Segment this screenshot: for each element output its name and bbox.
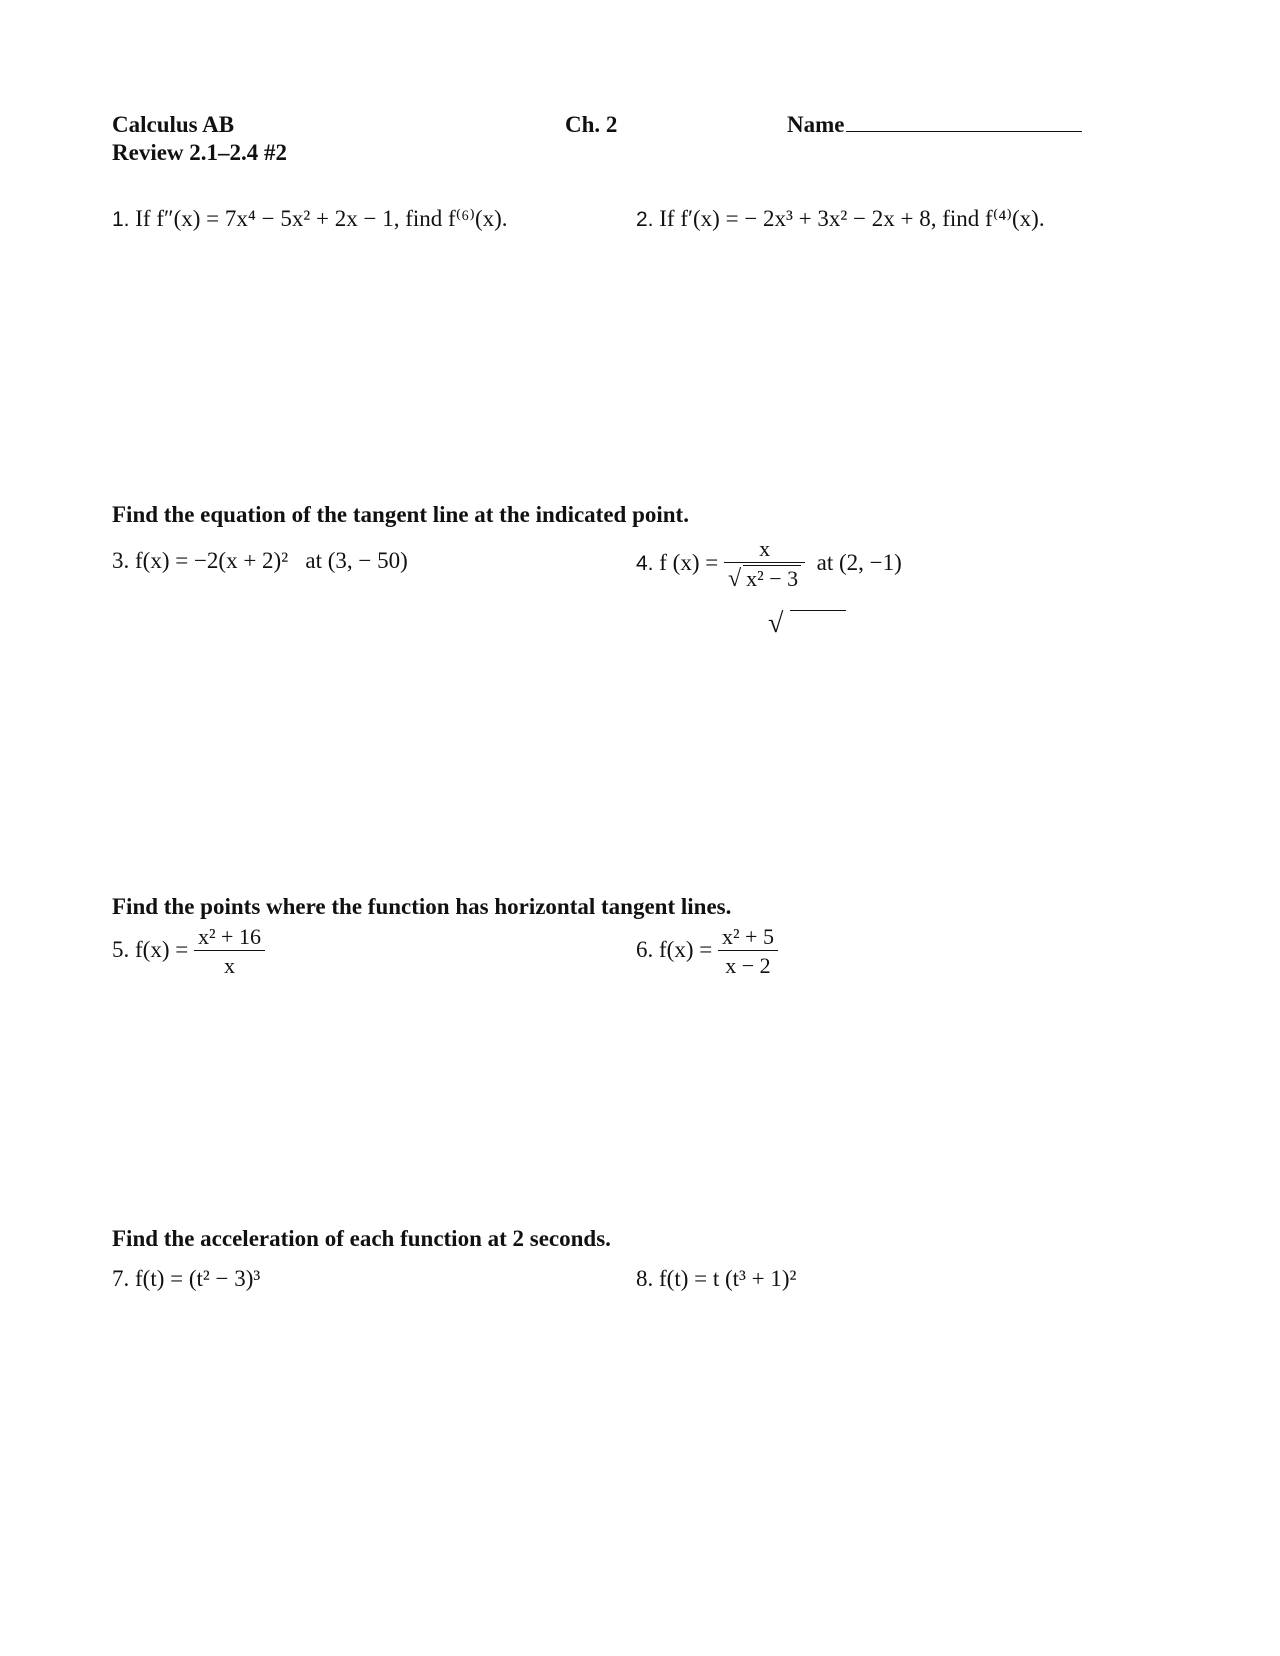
denominator — [724, 562, 805, 593]
problem-4 — [636, 536, 902, 593]
indicated-point: at (2, −1) — [816, 549, 902, 575]
name-blank[interactable] — [846, 131, 1082, 132]
numerator: x — [759, 536, 771, 561]
section-title-tangent: Find the equation of the tangent line at the indicated point. — [112, 502, 689, 527]
fraction — [724, 536, 805, 593]
name-field[interactable] — [787, 112, 1082, 138]
numerator: x² + 16 — [197, 924, 261, 949]
stray-radical-icon: √ — [768, 608, 784, 639]
problem-8 — [636, 1266, 796, 1292]
problem-5 — [112, 924, 265, 979]
function-expression: f(t) = t (t³ + 1)² — [659, 1266, 797, 1291]
function-expression: f(x) = −2(x + 2)² — [135, 548, 289, 573]
function-lhs: f(x) = — [135, 936, 189, 962]
problem-3 — [112, 548, 408, 574]
fraction — [194, 924, 265, 979]
denominator: x — [194, 950, 265, 979]
name-label: Name — [787, 112, 845, 137]
course-title: Calculus AB — [112, 112, 235, 137]
chapter-label: Ch. 2 — [565, 112, 618, 137]
numerator: x² + 5 — [721, 924, 774, 949]
indicated-point: at (3, − 50) — [305, 548, 408, 573]
problem-number: 6. — [636, 936, 654, 962]
radicand: x² − 3 — [743, 565, 801, 592]
problem-number: 1. — [112, 208, 130, 231]
problem-number: 5. — [112, 936, 130, 962]
fraction — [718, 924, 778, 979]
problem-6 — [636, 924, 778, 979]
stray-radical-bar — [790, 610, 846, 611]
problem-7 — [112, 1266, 260, 1292]
section-title-horizontal: Find the points where the function has horizontal tangent lines. — [112, 894, 732, 919]
section-title-acceleration: Find the acceleration of each function at 2 seconds. — [112, 1226, 611, 1251]
problem-number: 4. — [636, 551, 654, 575]
problem-text: If f″(x) = 7x⁴ − 5x² + 2x − 1, find f⁽⁶⁾(x). — [135, 206, 508, 231]
denominator: x − 2 — [718, 950, 778, 979]
function-expression: f(t) = (t² − 3)³ — [135, 1266, 261, 1291]
problem-text: If f′(x) = − 2x³ + 3x² − 2x + 8, find f⁽⁴⁾(x). — [659, 206, 1045, 231]
problem-number: 2. — [636, 208, 654, 231]
problem-2 — [636, 206, 1045, 232]
problem-number: 3. — [112, 548, 130, 573]
sqrt-icon: √ — [727, 566, 742, 592]
problem-1 — [112, 206, 508, 232]
function-lhs: f(x) = — [659, 936, 713, 962]
problem-number: 7. — [112, 1266, 130, 1291]
problem-number: 8. — [636, 1266, 654, 1291]
review-title: Review 2.1–2.4 #2 — [112, 140, 288, 165]
function-lhs: f (x) = — [659, 549, 719, 575]
